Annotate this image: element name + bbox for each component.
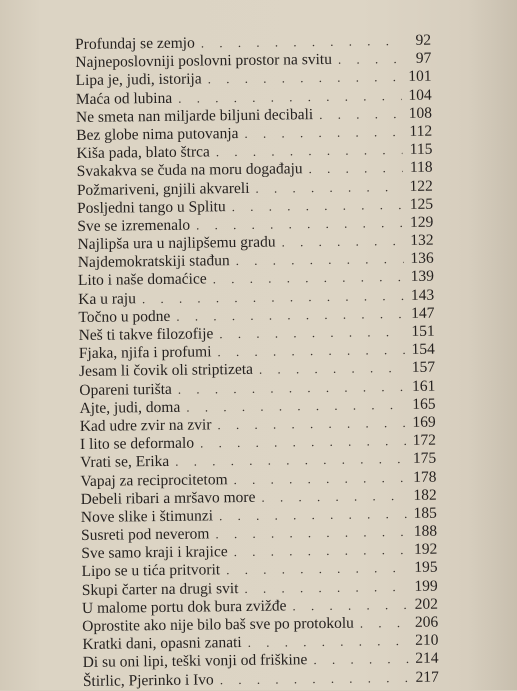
entry-title: Neš ti takve filozofije <box>78 325 214 344</box>
entry-title: Najneposlovniji poslovni prostor na svitu <box>75 51 333 72</box>
entry-page-number: 175 <box>412 449 437 468</box>
entry-title: Posljedni tango u Splitu <box>76 197 226 217</box>
dot-leader <box>228 468 407 488</box>
entry-page-number: 178 <box>413 468 437 486</box>
dot-leader <box>226 196 404 216</box>
entry-title: Najdemokratskiji stađun <box>77 252 230 272</box>
entry-title: Kiša pada, blato štrca <box>76 143 210 163</box>
dot-leader <box>354 614 409 633</box>
entry-title: U malome portu dok bura zvižđe <box>81 597 287 617</box>
dot-leader <box>228 541 408 561</box>
entry-title: Požmariveni, gnjili akvareli <box>76 179 250 199</box>
entry-page-number: 210 <box>415 631 439 650</box>
entry-page-number: 122 <box>409 177 433 195</box>
entry-title: Susreti pod neverom <box>80 525 210 545</box>
entry-page-number: 151 <box>411 322 435 340</box>
entry-title: Ajte, judi, doma <box>79 398 181 417</box>
entry-page-number: 139 <box>410 268 435 286</box>
entry-page-number: 214 <box>415 649 439 668</box>
dot-leader <box>238 123 402 143</box>
entry-page-number: 101 <box>408 68 432 86</box>
entry-page-number: 182 <box>413 486 437 504</box>
dot-leader <box>213 505 407 526</box>
dot-leader <box>249 178 403 198</box>
entry-page-number: 169 <box>412 413 436 431</box>
entry-page-number: 125 <box>409 195 434 213</box>
entry-page-number: 115 <box>409 140 433 159</box>
entry-page-number: 97 <box>415 49 432 68</box>
entry-page-number: 188 <box>413 522 438 540</box>
dot-leader <box>286 596 408 616</box>
entry-page-number: 199 <box>414 577 438 595</box>
dot-leader <box>307 650 408 669</box>
toc-entry <box>83 668 439 691</box>
entry-title: Sve samo kraji i krajice <box>81 543 228 563</box>
dot-leader <box>230 250 404 270</box>
entry-title: Točno u podne <box>78 307 171 326</box>
entry-title: Opareni turišta <box>79 380 172 399</box>
entry-page-number: 118 <box>409 158 433 177</box>
entry-page-number: 147 <box>411 304 435 322</box>
entry-title: Najlipša ura u najlipšemu gradu <box>77 233 276 254</box>
dot-leader <box>213 323 404 344</box>
entry-title: Oprostite ako nije bilo baš sve po protokolu <box>82 614 354 635</box>
dot-leader <box>211 341 405 362</box>
entry-title: Lipo se u tića pritvorit <box>81 561 221 581</box>
entry-page-number: 132 <box>410 231 434 249</box>
entry-page-number: 185 <box>413 504 437 522</box>
entry-page-number: 112 <box>409 122 433 140</box>
entry-page-number: 161 <box>411 377 436 395</box>
dot-leader <box>275 232 403 252</box>
entry-title: Ne smeta nan miljarde biljuni decibali <box>75 105 314 126</box>
dot-leader <box>313 105 402 124</box>
entry-title: Vapaj za reciprocitetom <box>80 470 228 490</box>
entry-page-number: 192 <box>413 540 438 559</box>
entry-title: Maća od lubina <box>75 89 173 108</box>
dot-leader <box>214 669 409 690</box>
dot-leader <box>209 523 407 544</box>
entry-title: Svakakva se čuda na moru događaju <box>76 160 303 181</box>
table-of-contents <box>75 32 439 691</box>
dot-leader <box>207 268 405 289</box>
entry-page-number: 206 <box>414 613 439 631</box>
entry-title: Jesam li čovik oli striptizeta <box>78 361 254 381</box>
dot-leader <box>253 359 405 379</box>
entry-page-number: 217 <box>415 668 439 686</box>
entry-page-number: 172 <box>412 431 437 450</box>
entry-page-number: 165 <box>412 395 436 413</box>
dot-leader <box>211 414 406 435</box>
dot-leader <box>303 159 403 178</box>
dot-leader <box>332 50 402 69</box>
entry-title: Nove slike i štimunzi <box>80 507 214 526</box>
entry-title: Kad udre zvir na zvir <box>79 416 212 435</box>
dot-leader <box>202 68 402 89</box>
entry-page-number: 195 <box>414 559 438 577</box>
entry-page-number: 108 <box>408 104 433 122</box>
entry-title: Sve se izremenalo <box>77 216 191 235</box>
dot-leader <box>220 559 408 579</box>
entry-title: Ka u raju <box>78 289 136 308</box>
dot-leader <box>238 578 408 598</box>
entry-title: Fjaka, njifa i profumi <box>78 343 212 363</box>
entry-title: Vrati se, Erika <box>80 453 170 472</box>
entry-page-number: 143 <box>410 286 435 304</box>
entry-title: Štirlic, Pjerinko i Ivo <box>82 670 214 690</box>
dot-leader <box>210 141 403 162</box>
entry-title: Bez globe nima putovanja <box>76 124 239 144</box>
entry-page-number: 157 <box>411 359 436 377</box>
entry-page-number: 136 <box>410 249 434 268</box>
entry-title: Debeli ribari a mršavo more <box>80 488 256 508</box>
entry-page-number: 202 <box>414 595 439 613</box>
entry-page-number: 92 <box>415 31 432 49</box>
entry-title: Profundaj se zemjo <box>75 34 195 53</box>
dot-leader <box>255 487 406 507</box>
entry-page-number: 154 <box>411 340 435 359</box>
entry-page-number: 129 <box>409 213 434 231</box>
entry-title: Lipa je, judi, istorija <box>75 70 202 90</box>
entry-title: Kratki dani, opasni zanati <box>82 634 242 654</box>
entry-title: Di su oni lipi, teški vonji od friškine <box>82 651 308 672</box>
entry-page-number: 104 <box>408 86 432 104</box>
entry-title: Lito i naše domaćice <box>77 270 207 290</box>
entry-title: Skupi čarter na drugi svit <box>81 579 239 599</box>
entry-title: I lito se deformalo <box>79 434 195 454</box>
dot-leader <box>242 632 409 652</box>
